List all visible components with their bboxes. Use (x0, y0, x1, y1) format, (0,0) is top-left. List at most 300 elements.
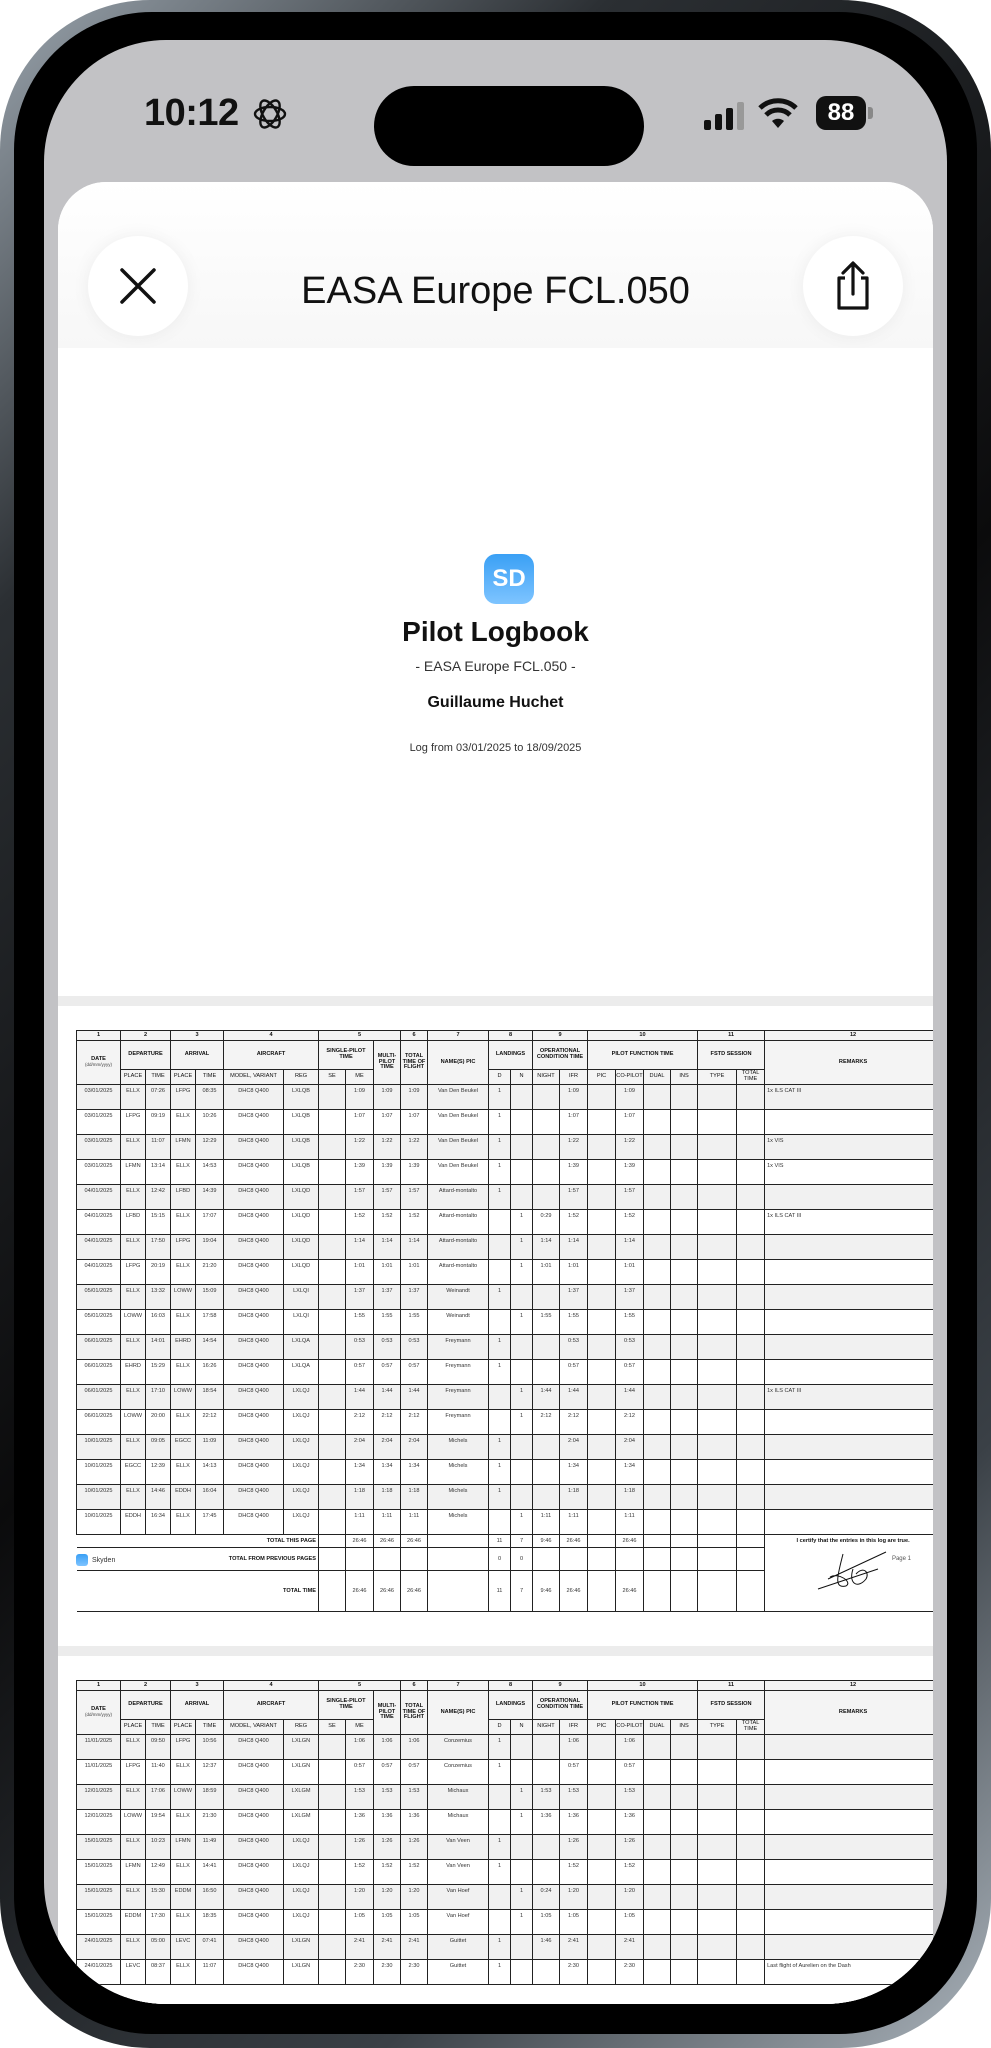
table-cell (644, 1510, 671, 1535)
table-cell: 1:52 (346, 1860, 374, 1885)
table-row[interactable] (77, 1235, 934, 1260)
table-cell: 1:18 (560, 1485, 588, 1510)
table-cell: 17:58 (196, 1310, 224, 1335)
table-cell (671, 1485, 698, 1510)
table-cell (765, 1510, 933, 1535)
table-cell: 2:12 (401, 1410, 428, 1435)
table-row[interactable] (77, 1260, 934, 1285)
table-cell: 09:05 (146, 1435, 171, 1460)
table-cell (319, 1360, 346, 1385)
table-cell (644, 1235, 671, 1260)
table-cell: Michels (428, 1510, 489, 1535)
table-cell: DHC8 Q400 (224, 1360, 284, 1385)
table-cell (698, 1310, 737, 1335)
table-cell (588, 1135, 616, 1160)
table-cell (644, 1285, 671, 1310)
table-cell: 1x VIS (765, 1160, 933, 1185)
table-cell (511, 1860, 533, 1885)
table-cell (765, 1785, 933, 1810)
table-cell (737, 1810, 765, 1835)
table-cell (737, 1135, 765, 1160)
table-cell: 1 (489, 1160, 511, 1185)
table-row[interactable] (77, 1960, 934, 1985)
table-cell: 1:26 (560, 1835, 588, 1860)
table-cell (737, 1910, 765, 1935)
table-cell (511, 1135, 533, 1160)
totals-cell (698, 1571, 737, 1612)
table-cell: ELLX (121, 1485, 146, 1510)
table-row[interactable] (77, 1785, 934, 1810)
table-cell: LFMN (171, 1835, 196, 1860)
table-cell (533, 1110, 560, 1135)
table-cell (588, 1310, 616, 1335)
subheader-pic: PIC (588, 1720, 616, 1735)
table-cell: 1x VIS (765, 1135, 933, 1160)
table-cell: 0:57 (374, 1760, 401, 1785)
table-row[interactable] (77, 1460, 934, 1485)
table-cell: 2:04 (401, 1435, 428, 1460)
table-cell: 2:30 (616, 1960, 644, 1985)
header-total-time: TOTAL TIME OF FLIGHT (401, 1691, 428, 1735)
header-op-cond: OPERATIONAL CONDITION TIME (533, 1691, 588, 1720)
table-cell (489, 1260, 511, 1285)
table-cell: LXLGN (284, 1935, 319, 1960)
table-cell (644, 1860, 671, 1885)
table-cell (533, 1185, 560, 1210)
table-cell: 1 (489, 1085, 511, 1110)
table-cell: 18:59 (196, 1785, 224, 1810)
table-cell (588, 1210, 616, 1235)
table-cell: Michaux (428, 1810, 489, 1835)
table-cell: 11:49 (196, 1835, 224, 1860)
column-number: 3 (171, 1681, 224, 1691)
focus-mode-icon (252, 96, 288, 132)
totals-cell (737, 1535, 765, 1548)
totals-cell: 26:46 (401, 1535, 428, 1548)
table-cell: 1x ILS CAT III (765, 1210, 933, 1235)
table-cell (533, 1335, 560, 1360)
table-cell: 11:09 (196, 1435, 224, 1460)
table-cell (489, 1385, 511, 1410)
table-row[interactable] (77, 1485, 934, 1510)
table-cell: ELLX (171, 1910, 196, 1935)
footer-brand (76, 1554, 115, 1566)
totals-cell: 9:46 (533, 1571, 560, 1612)
totals-cell (698, 1535, 737, 1548)
subheader-ifr: IFR (560, 1720, 588, 1735)
table-cell (698, 1185, 737, 1210)
table-cell (319, 1185, 346, 1210)
totals-cell (588, 1535, 616, 1548)
column-number: 2 (121, 1681, 171, 1691)
table-cell (698, 1285, 737, 1310)
table-cell (533, 1285, 560, 1310)
date-format: (dd/mm/yyyy) (85, 1062, 112, 1068)
table-cell (765, 1885, 933, 1910)
table-cell: 1 (511, 1310, 533, 1335)
table-cell: ELLX (121, 1735, 146, 1760)
table-cell (737, 1835, 765, 1860)
battery-level: 88 (816, 96, 866, 130)
table-row[interactable] (77, 1335, 934, 1360)
column-number: 3 (171, 1031, 224, 1041)
table-row[interactable] (77, 1135, 934, 1160)
table-cell: 1:09 (374, 1085, 401, 1110)
column-number: 2 (121, 1031, 171, 1041)
table-cell: Last flight of Aurelien on the Dash (765, 1960, 933, 1985)
totals-cell: 26:46 (560, 1535, 588, 1548)
table-cell: LOWW (121, 1310, 146, 1335)
table-cell: 1:37 (616, 1285, 644, 1310)
table-row[interactable] (77, 1435, 934, 1460)
table-row[interactable] (77, 1385, 934, 1410)
table-cell: 2:12 (374, 1410, 401, 1435)
table-cell: 16:03 (146, 1310, 171, 1335)
table-row[interactable] (77, 1410, 934, 1435)
table-cell (588, 1835, 616, 1860)
table-cell (319, 1960, 346, 1985)
table-cell: 16:34 (146, 1510, 171, 1535)
subheader-time: TIME (146, 1720, 171, 1735)
column-number: 4 (224, 1031, 319, 1041)
table-cell: 1:18 (401, 1485, 428, 1510)
table-cell: 04/01/2025 (77, 1210, 121, 1235)
table-cell: DHC8 Q400 (224, 1435, 284, 1460)
table-cell: 1:01 (346, 1260, 374, 1285)
table-cell: 15/01/2025 (77, 1860, 121, 1885)
totals-cell (671, 1548, 698, 1571)
table-cell: LXLQJ (284, 1410, 319, 1435)
table-cell: 1 (511, 1210, 533, 1235)
table-cell (698, 1835, 737, 1860)
subheader-me: ME (346, 1720, 374, 1735)
table-cell: ELLX (171, 1810, 196, 1835)
table-cell: LXLQD (284, 1185, 319, 1210)
table-cell: Conzemius (428, 1760, 489, 1785)
subheader-dual: DUAL (644, 1070, 671, 1085)
table-cell (698, 1335, 737, 1360)
table-cell (737, 1085, 765, 1110)
table-cell: 17:10 (146, 1385, 171, 1410)
totals-cell (737, 1548, 765, 1571)
table-cell: 04/01/2025 (77, 1185, 121, 1210)
subheader-night: NIGHT (533, 1720, 560, 1735)
log-date-range: Log from 03/01/2025 to 18/09/2025 (409, 742, 582, 754)
table-cell: 1:34 (401, 1460, 428, 1485)
table-cell: 1:14 (401, 1235, 428, 1260)
table-cell (698, 1360, 737, 1385)
cover-subtitle: - EASA Europe FCL.050 - (415, 658, 576, 674)
table-cell: 1:07 (401, 1110, 428, 1135)
table-cell: ELLX (121, 1885, 146, 1910)
table-cell (588, 1110, 616, 1135)
table-cell: DHC8 Q400 (224, 1410, 284, 1435)
table-row[interactable] (77, 1310, 934, 1335)
table-cell: LXLQD (284, 1260, 319, 1285)
table-row[interactable] (77, 1835, 934, 1860)
table-cell: 1:22 (560, 1135, 588, 1160)
table-cell (671, 1260, 698, 1285)
table-cell: 1:07 (560, 1110, 588, 1135)
table-row[interactable] (77, 1510, 934, 1535)
table-cell: LOWW (121, 1410, 146, 1435)
table-cell: 1:09 (560, 1085, 588, 1110)
table-cell: 1:06 (346, 1735, 374, 1760)
table-cell: ELLX (121, 1285, 146, 1310)
totals-cell: 0 (489, 1548, 511, 1571)
totals-cell (533, 1548, 560, 1571)
table-row[interactable] (77, 1910, 934, 1935)
subheader-fstd_total: TOTAL TIME (737, 1720, 765, 1735)
table-cell: 0:53 (616, 1335, 644, 1360)
header-multi-pilot: MULTI-PILOT TIME (374, 1041, 401, 1085)
table-cell: 1:06 (401, 1735, 428, 1760)
table-cell (319, 1310, 346, 1335)
pdf-viewer[interactable] (58, 348, 933, 2004)
table-row[interactable] (77, 1885, 934, 1910)
table-cell (698, 1785, 737, 1810)
table-cell (319, 1885, 346, 1910)
subheader-me: ME (346, 1070, 374, 1085)
table-cell (588, 1410, 616, 1435)
table-cell: 03/01/2025 (77, 1110, 121, 1135)
table-row[interactable] (77, 1210, 934, 1235)
header-pilot-function: PILOT FUNCTION TIME (588, 1041, 698, 1070)
table-cell: 0:57 (616, 1360, 644, 1385)
table-cell: 1:36 (560, 1810, 588, 1835)
table-cell (765, 1810, 933, 1835)
page-title: EASA Europe FCL.050 (301, 270, 690, 312)
column-number: 7 (428, 1681, 489, 1691)
table-cell (511, 1285, 533, 1310)
table-cell: ELLX (121, 1185, 146, 1210)
table-cell (489, 1410, 511, 1435)
table-row[interactable] (77, 1185, 934, 1210)
table-cell: 14:53 (196, 1160, 224, 1185)
table-cell: 15/01/2025 (77, 1910, 121, 1935)
totals-cell (671, 1535, 698, 1548)
share-button[interactable] (803, 236, 903, 336)
table-cell: Freymann (428, 1335, 489, 1360)
table-cell (319, 1410, 346, 1435)
table-cell: DHC8 Q400 (224, 1760, 284, 1785)
table-row[interactable] (77, 1810, 934, 1835)
table-cell (671, 1160, 698, 1185)
table-cell (644, 1835, 671, 1860)
table-cell: ELLX (121, 1385, 146, 1410)
table-cell: DHC8 Q400 (224, 1285, 284, 1310)
table-cell (588, 1460, 616, 1485)
table-cell: 2:04 (616, 1435, 644, 1460)
page-number: Page 1 (891, 1556, 911, 1562)
dynamic-island (374, 86, 644, 166)
table-cell: LOWW (171, 1285, 196, 1310)
table-cell: 18:54 (196, 1385, 224, 1410)
header-fstd: FSTD SESSION (698, 1691, 765, 1720)
table-row[interactable] (77, 1935, 934, 1960)
totals-cell (588, 1571, 616, 1612)
table-row[interactable] (77, 1110, 934, 1135)
table-cell (737, 1260, 765, 1285)
table-cell (319, 1485, 346, 1510)
table-row[interactable] (77, 1085, 934, 1110)
totals-cell: 11 (489, 1571, 511, 1612)
totals-cell: 0 (511, 1548, 533, 1571)
table-cell: 16:04 (196, 1485, 224, 1510)
table-cell: LXLQI (284, 1310, 319, 1335)
subheader-model: MODEL, VARIANT (224, 1720, 284, 1735)
table-cell (737, 1335, 765, 1360)
table-cell (737, 1760, 765, 1785)
table-cell: Michaux (428, 1785, 489, 1810)
table-cell: 17:07 (196, 1210, 224, 1235)
table-cell: ELLX (171, 1160, 196, 1185)
table-row[interactable] (77, 1160, 934, 1185)
table-cell: 1 (489, 1435, 511, 1460)
table-cell: 1:26 (401, 1835, 428, 1860)
table-cell: LFPG (171, 1735, 196, 1760)
table-cell: 03/01/2025 (77, 1160, 121, 1185)
totals-cell (374, 1548, 401, 1571)
table-cell (671, 1810, 698, 1835)
table-cell (698, 1810, 737, 1835)
table-cell: 1:05 (560, 1910, 588, 1935)
table-cell: ELLX (171, 1760, 196, 1785)
table-cell: 2:41 (374, 1935, 401, 1960)
date-format: (dd/mm/yyyy) (85, 1712, 112, 1718)
table-cell (671, 1285, 698, 1310)
table-cell: 1 (489, 1835, 511, 1860)
table-cell: LFMN (121, 1160, 146, 1185)
table-cell (671, 1460, 698, 1485)
table-cell (765, 1935, 933, 1960)
table-cell (644, 1960, 671, 1985)
table-cell: 1:57 (374, 1185, 401, 1210)
table-row[interactable] (77, 1285, 934, 1310)
table-cell: 13:14 (146, 1160, 171, 1185)
table-cell: 1 (489, 1360, 511, 1385)
table-cell: LOWW (121, 1810, 146, 1835)
table-cell (588, 1185, 616, 1210)
subheader-place: PLACE (171, 1070, 196, 1085)
table-cell: 12:37 (196, 1760, 224, 1785)
table-cell: 14:39 (196, 1185, 224, 1210)
table-cell: 1:09 (616, 1085, 644, 1110)
table-cell (644, 1935, 671, 1960)
table-cell: 1:18 (616, 1485, 644, 1510)
table-cell: 2:04 (560, 1435, 588, 1460)
table-cell (644, 1760, 671, 1785)
table-cell: 1:52 (616, 1210, 644, 1235)
table-cell: Van Den Beukel (428, 1085, 489, 1110)
table-cell (533, 1760, 560, 1785)
table-cell: 2:41 (346, 1935, 374, 1960)
header-name-pic: NAME(S) PIC (428, 1041, 489, 1085)
table-row[interactable] (77, 1760, 934, 1785)
table-cell: 06/01/2025 (77, 1335, 121, 1360)
table-cell: 07:41 (196, 1935, 224, 1960)
table-cell (698, 1085, 737, 1110)
table-cell (698, 1135, 737, 1160)
table-cell: 15:09 (196, 1285, 224, 1310)
table-cell (737, 1360, 765, 1385)
table-cell: Guittet (428, 1960, 489, 1985)
table-cell (511, 1185, 533, 1210)
table-cell (737, 1210, 765, 1235)
totals-cell (319, 1535, 346, 1548)
table-cell (588, 1235, 616, 1260)
table-cell: 1 (511, 1810, 533, 1835)
table-cell: ELLX (121, 1435, 146, 1460)
table-cell: DHC8 Q400 (224, 1860, 284, 1885)
table-cell: 1:55 (616, 1310, 644, 1335)
table-cell (511, 1085, 533, 1110)
subheader-dual: DUAL (644, 1720, 671, 1735)
table-cell (511, 1110, 533, 1135)
table-cell: 24/01/2025 (77, 1935, 121, 1960)
totals-cell: 7 (511, 1535, 533, 1548)
table-cell (588, 1960, 616, 1985)
table-cell: 1:44 (616, 1385, 644, 1410)
header-single-pilot: SINGLE-PILOT TIME (319, 1691, 374, 1720)
table-cell: 1:52 (346, 1210, 374, 1235)
table-cell (671, 1360, 698, 1385)
table-cell: 08:35 (196, 1085, 224, 1110)
table-cell (319, 1285, 346, 1310)
table-cell: 0:57 (346, 1760, 374, 1785)
subheader-time: TIME (196, 1070, 224, 1085)
table-cell (765, 1860, 933, 1885)
table-cell: LFMN (171, 1135, 196, 1160)
table-cell: 1:36 (616, 1810, 644, 1835)
table-row[interactable] (77, 1860, 934, 1885)
table-cell: 1 (511, 1910, 533, 1935)
table-cell: ELLX (171, 1510, 196, 1535)
table-cell: DHC8 Q400 (224, 1185, 284, 1210)
table-cell (489, 1785, 511, 1810)
table-cell: 1x ILS CAT III (765, 1385, 933, 1410)
table-cell: 0:53 (401, 1335, 428, 1360)
table-cell (671, 1435, 698, 1460)
table-cell: 1:34 (346, 1460, 374, 1485)
table-row[interactable] (77, 1360, 934, 1385)
table-cell: 20:00 (146, 1410, 171, 1435)
header-departure: DEPARTURE (121, 1041, 171, 1070)
table-cell: ELLX (171, 1110, 196, 1135)
table-cell (737, 1510, 765, 1535)
table-cell (671, 1410, 698, 1435)
table-cell: 15:29 (146, 1360, 171, 1385)
table-row[interactable] (77, 1735, 934, 1760)
table-cell (671, 1760, 698, 1785)
table-cell (765, 1335, 933, 1360)
table-cell (533, 1160, 560, 1185)
table-cell (319, 1335, 346, 1360)
table-cell (765, 1735, 933, 1760)
totals-cell: 26:46 (374, 1571, 401, 1612)
totals-cell (588, 1548, 616, 1571)
table-cell: 1:53 (560, 1785, 588, 1810)
column-number: 11 (698, 1681, 765, 1691)
table-cell: Attard-montalto (428, 1185, 489, 1210)
table-cell: 1:36 (533, 1810, 560, 1835)
table-cell (698, 1910, 737, 1935)
table-cell: 1x ILS CAT III (765, 1085, 933, 1110)
table-cell: LXLQJ (284, 1435, 319, 1460)
table-cell (533, 1860, 560, 1885)
totals-cell: 26:46 (401, 1571, 428, 1612)
subheader-night: NIGHT (533, 1070, 560, 1085)
